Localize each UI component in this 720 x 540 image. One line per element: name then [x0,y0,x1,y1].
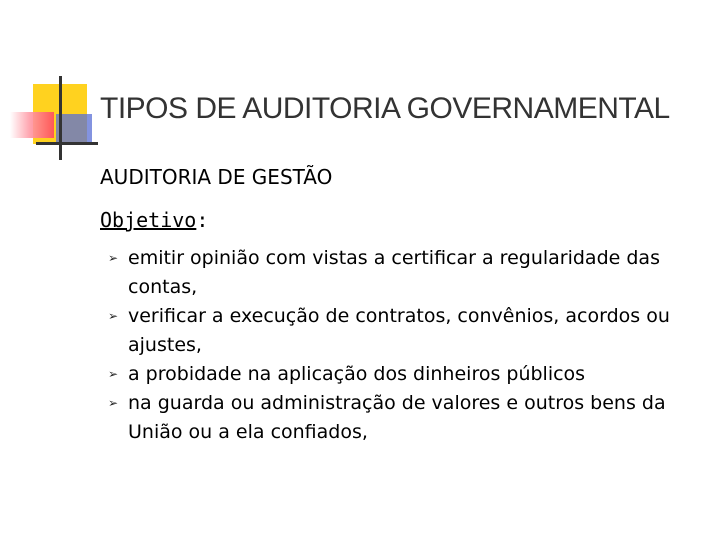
decorative-logo [0,0,110,170]
arrow-bullet-icon: ➢ [108,251,119,265]
list-item [100,389,710,447]
list-item-text: verificar a execução de contratos, convênios, acordos ou ajustes, [128,305,670,356]
objective-heading [100,208,208,232]
list-item [100,244,710,302]
list-item-text: emitir opinião com vistas a certificar a regularidade das contas, [128,247,660,298]
logo-vertical-line [59,76,62,160]
arrow-bullet-icon: ➢ [108,309,119,323]
objective-list [100,244,710,447]
arrow-bullet-icon: ➢ [108,367,119,381]
arrow-bullet-icon: ➢ [108,396,119,410]
logo-pink-bar [10,112,54,138]
logo-horizontal-line [36,142,98,145]
list-item-text: a probidade na aplicação dos dinheiros públicos [128,363,586,385]
objective-label: Objetivo [100,208,197,232]
list-item [100,302,710,360]
list-item-text: na guarda ou administração de valores e outros bens da União ou a ela confiados, [128,392,666,443]
objective-colon: : [196,208,209,232]
slide-title: TIPOS DE AUDITORIA GOVERNAMENTAL [100,92,670,125]
slide-subtitle: AUDITORIA DE GESTÃO [100,165,333,189]
list-item [100,360,710,389]
